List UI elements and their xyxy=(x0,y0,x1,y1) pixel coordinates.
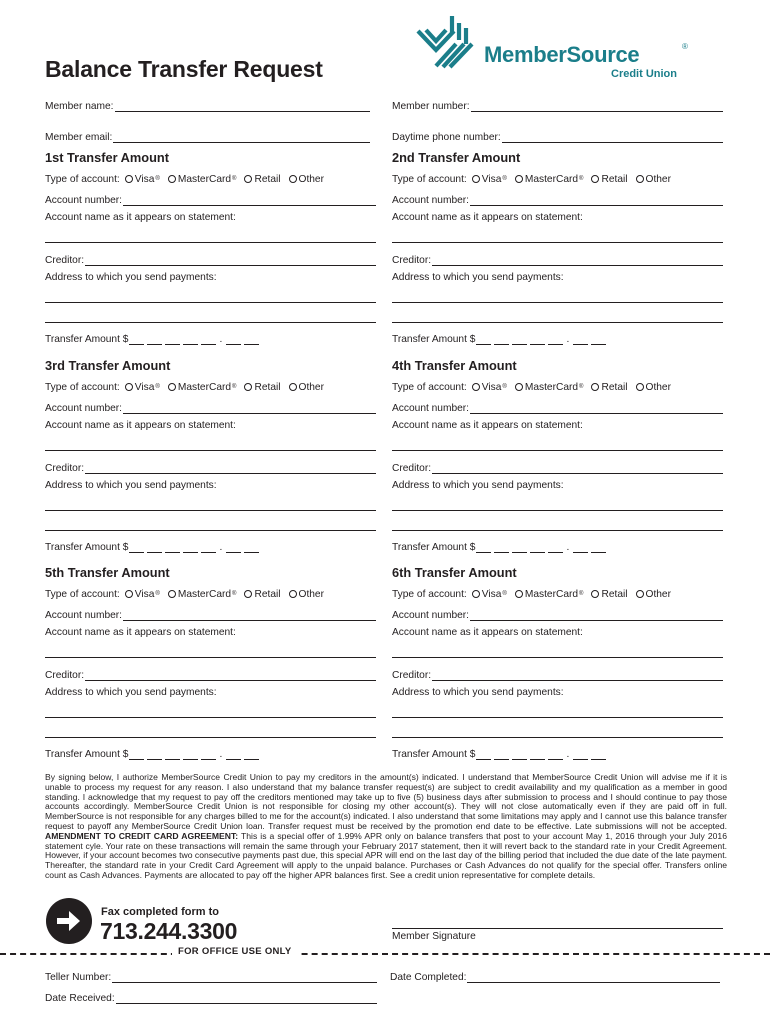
account-type-option[interactable] xyxy=(289,589,324,600)
amount-digit-blank[interactable] xyxy=(512,543,527,553)
amount-digit-blank[interactable] xyxy=(548,543,563,553)
account-number-label: Account number: xyxy=(45,195,123,206)
creditor-label: Creditor: xyxy=(392,670,432,681)
payment-address-label: Address to which you send payments: xyxy=(45,687,217,698)
account-type-option-label: Retail xyxy=(254,173,281,185)
logo-registered-mark: ® xyxy=(682,42,688,51)
radio-circle-icon[interactable] xyxy=(472,590,480,598)
account-number-field[interactable] xyxy=(45,400,376,414)
account-type-option-label: MasterCard xyxy=(524,173,579,185)
payment-address-label: Address to which you send payments: xyxy=(392,272,564,283)
account-number-label: Account number: xyxy=(45,610,123,621)
account-type-option[interactable] xyxy=(168,174,237,185)
account-type-option-label: Retail xyxy=(601,173,628,185)
registered-mark: ® xyxy=(579,591,584,597)
radio-circle-icon[interactable] xyxy=(636,175,644,183)
creditor-label: Creditor: xyxy=(392,255,432,266)
amount-digit-blank[interactable] xyxy=(183,750,198,760)
account-type-option[interactable] xyxy=(244,589,280,600)
amount-cents-blank[interactable] xyxy=(226,750,241,760)
daytime-phone-line[interactable] xyxy=(502,133,723,143)
amount-cents-blank[interactable] xyxy=(573,750,588,760)
payment-address-line[interactable] xyxy=(45,510,376,511)
account-name-label: Account name as it appears on statement: xyxy=(45,212,236,223)
transfer-heading: 2nd Transfer Amount xyxy=(392,150,521,165)
date-received-label: Date Received: xyxy=(45,993,115,1004)
logo-wordmark: MemberSource xyxy=(484,42,640,67)
date-received-line[interactable] xyxy=(116,994,377,1004)
member-number-field[interactable] xyxy=(392,98,723,112)
creditor-field[interactable] xyxy=(392,460,723,474)
amount-digit-blank[interactable] xyxy=(201,543,216,553)
payment-address-line[interactable] xyxy=(45,302,376,303)
amount-decimal-point: . xyxy=(219,334,223,345)
payment-address-line[interactable] xyxy=(392,737,723,738)
transfer-amount-field[interactable] xyxy=(45,539,262,553)
radio-circle-icon[interactable] xyxy=(289,383,297,391)
creditor-line[interactable] xyxy=(85,464,376,474)
transfer-amount-field[interactable] xyxy=(392,746,609,760)
payment-address-label: Address to which you send payments: xyxy=(45,272,217,283)
legal-text-part1: By signing below, I authorize MemberSource Credit Union to pay my creditors in the amount(s) indicated. I understand that MemberSource Credit Union will advise me if it is unable to process my request for any reason. I also understand that my balance transfer request(s) are subject to credit availability and my qualification as a member in good standing. I acknowledge that my request to pay off the creditors mentioned may take up to five (5) business days after submission to process and I should continue to pay those accounts accordingly. MemberSource Credit Union is not responsible for closing my other account(s). They will not close automatically even if they are paid off in full. MemberSource is not responsible for any charges billed to me for the account(s) indicated. I also understand that some limitations may apply and I cannot use this balance transfer request to payoff any MemberSource Credit Union loan. Transfer request must be received by the promotion end date to be effective. Late submissions will not be accepted. xyxy=(45,772,727,831)
radio-circle-icon[interactable] xyxy=(591,383,599,391)
account-type-option[interactable] xyxy=(515,589,584,600)
account-type-option-label: Visa xyxy=(134,173,155,185)
creditor-field[interactable] xyxy=(45,252,376,266)
account-type-row xyxy=(45,380,332,394)
creditor-label: Creditor: xyxy=(45,255,85,266)
registered-mark: ® xyxy=(502,591,507,597)
amount-digit-blank[interactable] xyxy=(129,335,144,345)
account-number-label: Account number: xyxy=(392,403,470,414)
creditor-line[interactable] xyxy=(85,256,376,266)
account-type-option[interactable] xyxy=(591,589,627,600)
amount-digit-blank[interactable] xyxy=(183,335,198,345)
account-type-row xyxy=(45,587,332,601)
creditor-line[interactable] xyxy=(432,256,723,266)
creditor-label: Creditor: xyxy=(392,463,432,474)
registered-mark: ® xyxy=(502,176,507,182)
payment-address-line[interactable] xyxy=(392,717,723,718)
payment-address-line[interactable] xyxy=(392,302,723,303)
radio-circle-icon[interactable] xyxy=(515,590,523,598)
account-name-label: Account name as it appears on statement: xyxy=(45,627,236,638)
account-type-option-label: Visa xyxy=(481,588,502,600)
transfer-heading: 5th Transfer Amount xyxy=(45,565,170,580)
amount-digit-blank[interactable] xyxy=(129,750,144,760)
amount-digit-blank[interactable] xyxy=(147,543,162,553)
account-type-option-label: Other xyxy=(298,588,324,600)
account-name-line[interactable] xyxy=(45,242,376,243)
account-number-line[interactable] xyxy=(123,611,376,621)
amount-digit-blank[interactable] xyxy=(147,750,162,760)
daytime-phone-field[interactable] xyxy=(392,129,723,143)
amount-decimal-point: . xyxy=(566,542,570,553)
logo-subtitle: Credit Union xyxy=(611,68,677,80)
account-type-option[interactable] xyxy=(515,382,584,393)
radio-circle-icon[interactable] xyxy=(289,590,297,598)
account-type-row xyxy=(45,172,332,186)
amount-cents-blank[interactable] xyxy=(244,335,259,345)
transfer-amount-label: Transfer Amount $ xyxy=(392,542,476,553)
registered-mark: ® xyxy=(232,384,237,390)
amount-digit-blank[interactable] xyxy=(165,335,180,345)
account-type-option-label: Other xyxy=(645,588,671,600)
account-type-option[interactable] xyxy=(125,174,160,185)
account-type-option-label: Other xyxy=(298,381,324,393)
fax-number: 713.244.3300 xyxy=(100,918,238,944)
creditor-label: Creditor: xyxy=(45,670,85,681)
account-name-line[interactable] xyxy=(392,450,723,451)
amount-digit-blank[interactable] xyxy=(548,750,563,760)
account-type-option-label: Visa xyxy=(134,381,155,393)
account-type-label: Type of account: xyxy=(392,173,467,185)
account-number-field[interactable] xyxy=(392,192,723,206)
amount-decimal-point: . xyxy=(566,334,570,345)
account-type-option-label: Visa xyxy=(481,173,502,185)
account-type-option-label: Retail xyxy=(601,588,628,600)
member-email-field[interactable] xyxy=(45,129,370,143)
amount-digit-blank[interactable] xyxy=(183,543,198,553)
account-type-option-label: MasterCard xyxy=(177,588,232,600)
creditor-line[interactable] xyxy=(432,464,723,474)
account-name-label: Account name as it appears on statement: xyxy=(45,420,236,431)
payment-address-label: Address to which you send payments: xyxy=(45,480,217,491)
account-type-option[interactable] xyxy=(244,174,280,185)
registered-mark: ® xyxy=(579,176,584,182)
radio-circle-icon[interactable] xyxy=(515,175,523,183)
registered-mark: ® xyxy=(579,384,584,390)
member-signature-label: Member Signature xyxy=(392,931,476,942)
amount-cents-blank[interactable] xyxy=(244,543,259,553)
transfer-amount-label: Transfer Amount $ xyxy=(45,749,129,760)
amount-digit-blank[interactable] xyxy=(494,335,509,345)
radio-circle-icon[interactable] xyxy=(591,175,599,183)
date-received-field[interactable] xyxy=(45,990,377,1004)
account-number-line[interactable] xyxy=(123,404,376,414)
amount-digit-blank[interactable] xyxy=(476,335,491,345)
radio-circle-icon[interactable] xyxy=(244,383,252,391)
account-type-option[interactable] xyxy=(244,382,280,393)
member-name-field[interactable] xyxy=(45,98,370,112)
amount-cents-blank[interactable] xyxy=(591,335,606,345)
amount-cents-blank[interactable] xyxy=(573,335,588,345)
member-number-label: Member number: xyxy=(392,101,470,112)
account-type-option-label: Other xyxy=(645,173,671,185)
creditor-field[interactable] xyxy=(45,460,376,474)
legal-amendment-heading: AMENDMENT TO CREDIT CARD AGREEMENT: xyxy=(45,830,239,841)
account-type-row xyxy=(392,172,679,186)
account-type-option[interactable] xyxy=(636,174,671,185)
page-title: Balance Transfer Request xyxy=(45,56,323,82)
account-type-option[interactable] xyxy=(289,382,324,393)
radio-circle-icon[interactable] xyxy=(636,590,644,598)
teller-number-line[interactable] xyxy=(112,973,377,983)
creditor-line[interactable] xyxy=(432,671,723,681)
office-use-banner: FOR OFFICE USE ONLY xyxy=(172,946,298,957)
account-number-line[interactable] xyxy=(470,196,723,206)
radio-circle-icon[interactable] xyxy=(515,383,523,391)
account-type-option[interactable] xyxy=(515,174,584,185)
account-type-option-label: Retail xyxy=(254,588,281,600)
amount-decimal-point: . xyxy=(219,542,223,553)
radio-circle-icon[interactable] xyxy=(472,175,480,183)
radio-circle-icon[interactable] xyxy=(636,383,644,391)
account-type-row xyxy=(392,380,679,394)
registered-mark: ® xyxy=(155,591,160,597)
transfer-amount-field[interactable] xyxy=(392,539,609,553)
radio-circle-icon[interactable] xyxy=(472,383,480,391)
radio-circle-icon[interactable] xyxy=(289,175,297,183)
date-completed-line[interactable] xyxy=(467,973,720,983)
account-name-line[interactable] xyxy=(392,242,723,243)
account-number-line[interactable] xyxy=(123,196,376,206)
amount-digit-blank[interactable] xyxy=(201,750,216,760)
amount-digit-blank[interactable] xyxy=(548,335,563,345)
amount-digit-blank[interactable] xyxy=(530,335,545,345)
amount-digit-blank[interactable] xyxy=(530,750,545,760)
account-number-label: Account number: xyxy=(392,195,470,206)
account-type-option-label: Retail xyxy=(254,381,281,393)
amount-digit-blank[interactable] xyxy=(129,543,144,553)
account-type-option-label: Retail xyxy=(601,381,628,393)
amount-digit-blank[interactable] xyxy=(512,335,527,345)
payment-address-line[interactable] xyxy=(392,510,723,511)
amount-digit-blank[interactable] xyxy=(165,750,180,760)
payment-address-label: Address to which you send payments: xyxy=(392,480,564,491)
account-type-option-label: MasterCard xyxy=(524,588,579,600)
amount-digit-blank[interactable] xyxy=(494,543,509,553)
account-type-label: Type of account: xyxy=(45,173,120,185)
payment-address-line[interactable] xyxy=(392,530,723,531)
account-type-option[interactable] xyxy=(591,382,627,393)
payment-address-line[interactable] xyxy=(45,322,376,323)
amount-digit-blank[interactable] xyxy=(530,543,545,553)
account-type-label: Type of account: xyxy=(45,381,120,393)
account-number-field[interactable] xyxy=(45,192,376,206)
amount-cents-blank[interactable] xyxy=(573,543,588,553)
transfer-amount-field[interactable] xyxy=(392,331,609,345)
account-name-label: Account name as it appears on statement: xyxy=(392,627,583,638)
account-type-label: Type of account: xyxy=(392,588,467,600)
radio-circle-icon[interactable] xyxy=(168,175,176,183)
account-type-option-label: Visa xyxy=(481,381,502,393)
account-type-option[interactable] xyxy=(125,382,160,393)
account-name-label: Account name as it appears on statement: xyxy=(392,212,583,223)
amount-digit-blank[interactable] xyxy=(494,750,509,760)
account-type-option-label: MasterCard xyxy=(524,381,579,393)
daytime-phone-label: Daytime phone number: xyxy=(392,132,501,143)
registered-mark: ® xyxy=(155,176,160,182)
member-number-line[interactable] xyxy=(471,102,723,112)
teller-number-field[interactable] xyxy=(45,969,377,983)
office-use-divider xyxy=(0,953,770,955)
teller-number-label: Teller Number: xyxy=(45,972,112,983)
radio-circle-icon[interactable] xyxy=(125,383,133,391)
amount-cents-blank[interactable] xyxy=(591,750,606,760)
account-type-option[interactable] xyxy=(168,589,237,600)
account-type-option-label: MasterCard xyxy=(177,173,232,185)
amount-decimal-point: . xyxy=(219,749,223,760)
member-email-label: Member email: xyxy=(45,132,113,143)
account-name-label: Account name as it appears on statement: xyxy=(392,420,583,431)
payment-address-line[interactable] xyxy=(45,530,376,531)
account-type-option[interactable] xyxy=(289,174,324,185)
radio-circle-icon[interactable] xyxy=(168,590,176,598)
radio-circle-icon[interactable] xyxy=(168,383,176,391)
amount-digit-blank[interactable] xyxy=(512,750,527,760)
account-type-option-label: Other xyxy=(645,381,671,393)
account-number-label: Account number: xyxy=(392,610,470,621)
account-name-line[interactable] xyxy=(392,657,723,658)
amount-digit-blank[interactable] xyxy=(201,335,216,345)
creditor-field[interactable] xyxy=(392,667,723,681)
creditor-field[interactable] xyxy=(45,667,376,681)
radio-circle-icon[interactable] xyxy=(244,175,252,183)
amount-decimal-point: . xyxy=(566,749,570,760)
amount-cents-blank[interactable] xyxy=(591,543,606,553)
transfer-heading: 4th Transfer Amount xyxy=(392,358,517,373)
account-name-line[interactable] xyxy=(45,657,376,658)
account-type-option[interactable] xyxy=(168,382,237,393)
radio-circle-icon[interactable] xyxy=(125,175,133,183)
payment-address-label: Address to which you send payments: xyxy=(392,687,564,698)
payment-address-line[interactable] xyxy=(45,737,376,738)
account-number-line[interactable] xyxy=(470,611,723,621)
registered-mark: ® xyxy=(155,384,160,390)
transfer-amount-label: Transfer Amount $ xyxy=(392,749,476,760)
fax-label: Fax completed form to xyxy=(101,906,219,918)
amount-digit-blank[interactable] xyxy=(147,335,162,345)
transfer-amount-field[interactable] xyxy=(45,746,262,760)
creditor-line[interactable] xyxy=(85,671,376,681)
transfer-amount-label: Transfer Amount $ xyxy=(45,542,129,553)
account-number-field[interactable] xyxy=(392,400,723,414)
creditor-field[interactable] xyxy=(392,252,723,266)
registered-mark: ® xyxy=(232,591,237,597)
logo-mark-icon xyxy=(416,14,486,82)
transfer-heading: 6th Transfer Amount xyxy=(392,565,517,580)
radio-circle-icon[interactable] xyxy=(125,590,133,598)
account-type-option[interactable] xyxy=(472,382,507,393)
member-email-line[interactable] xyxy=(113,133,370,143)
account-number-field[interactable] xyxy=(392,607,723,621)
transfer-amount-label: Transfer Amount $ xyxy=(392,334,476,345)
amount-digit-blank[interactable] xyxy=(476,750,491,760)
member-name-line[interactable] xyxy=(115,102,370,112)
date-completed-field[interactable] xyxy=(390,969,720,983)
payment-address-line[interactable] xyxy=(45,717,376,718)
creditor-label: Creditor: xyxy=(45,463,85,474)
amount-cents-blank[interactable] xyxy=(226,543,241,553)
account-number-line[interactable] xyxy=(470,404,723,414)
account-number-field[interactable] xyxy=(45,607,376,621)
transfer-heading: 3rd Transfer Amount xyxy=(45,358,171,373)
radio-circle-icon[interactable] xyxy=(244,590,252,598)
account-type-option[interactable] xyxy=(591,174,627,185)
date-completed-label: Date Completed: xyxy=(390,972,467,983)
payment-address-line[interactable] xyxy=(392,322,723,323)
account-type-option[interactable] xyxy=(636,382,671,393)
membersource-logo xyxy=(416,14,691,82)
authorization-text xyxy=(45,773,727,881)
registered-mark: ® xyxy=(232,176,237,182)
account-type-option-label: Other xyxy=(298,173,324,185)
transfer-heading: 1st Transfer Amount xyxy=(45,150,169,165)
account-type-option-label: MasterCard xyxy=(177,381,232,393)
radio-circle-icon[interactable] xyxy=(591,590,599,598)
account-type-label: Type of account: xyxy=(45,588,120,600)
account-type-label: Type of account: xyxy=(392,381,467,393)
amount-cents-blank[interactable] xyxy=(226,335,241,345)
account-type-option[interactable] xyxy=(125,589,160,600)
registered-mark: ® xyxy=(502,384,507,390)
account-type-row xyxy=(392,587,679,601)
account-number-label: Account number: xyxy=(45,403,123,414)
transfer-amount-label: Transfer Amount $ xyxy=(45,334,129,345)
member-name-label: Member name: xyxy=(45,101,114,112)
amount-digit-blank[interactable] xyxy=(165,543,180,553)
amount-cents-blank[interactable] xyxy=(244,750,259,760)
arrow-circle-icon xyxy=(46,898,92,944)
account-type-option[interactable] xyxy=(636,589,671,600)
transfer-amount-field[interactable] xyxy=(45,331,262,345)
account-type-option-label: Visa xyxy=(134,588,155,600)
account-type-option[interactable] xyxy=(472,174,507,185)
account-name-line[interactable] xyxy=(45,450,376,451)
member-signature-line[interactable] xyxy=(392,928,723,929)
legal-text-part2: This is a special offer of 1.99% APR only on balance transfers that post to your account May 1, 2016 through your July 2016 statement cyle. Your rate on these transactions will remain the same through your February 2017 statement, then it will revert back to the standard rate in your Credit Agreement. However, if your account becomes two consecutive payments past due, this special APR will end on the last day of the billing period that included the due date of the late payment. Thereafter, the standard rate in your Credit Card Agreement will apply to the unpaid balance. Purchases or Cash Advances do not qualify for the special offer. Transfers online count as Cash Advances. Payments are allocated to pay off the higher APR balances first. See a credit union representative for complete details. xyxy=(45,830,727,880)
amount-digit-blank[interactable] xyxy=(476,543,491,553)
account-type-option[interactable] xyxy=(472,589,507,600)
